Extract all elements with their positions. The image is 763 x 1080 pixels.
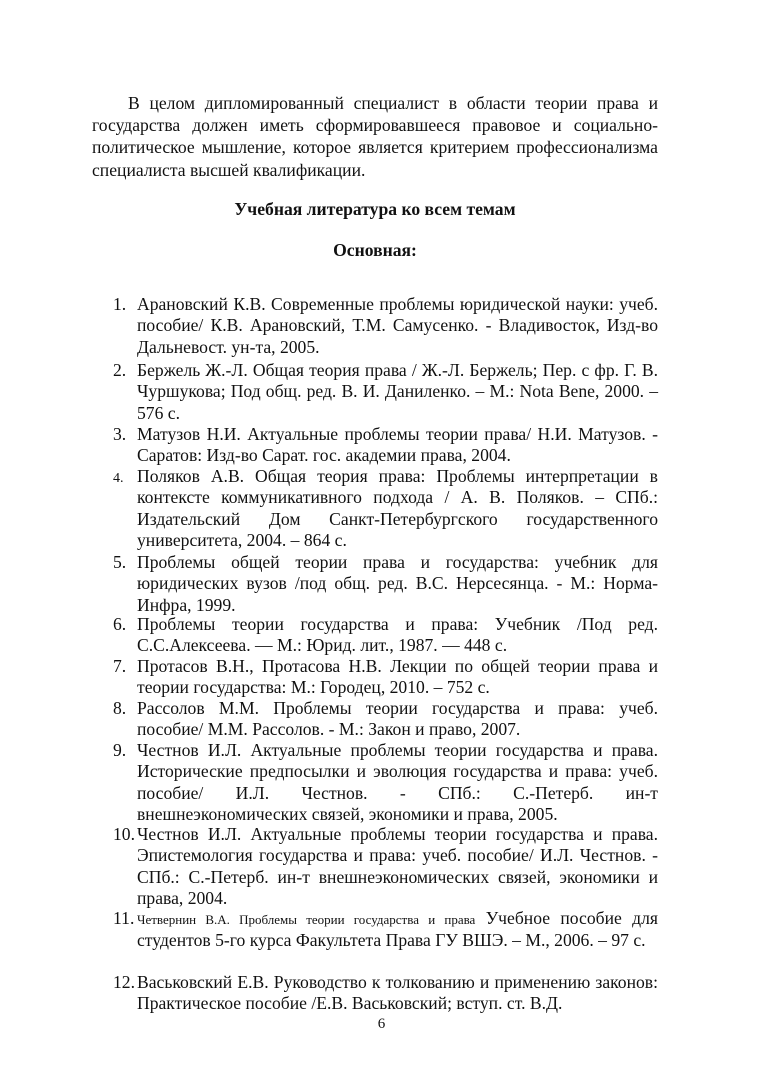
reference-number: 10.: [113, 824, 135, 844]
reference-text: Поляков А.В. Общая теория права: Проблемы интерпретации в контексте коммуникативного подхода / А. В. Поляков. – СПб.: Издательский Дом Санкт-Петербургского государственного университета, 2004. – 864 с.: [137, 466, 658, 551]
reference-number: 7.: [113, 656, 127, 676]
reference-number: 3.: [113, 424, 127, 444]
reference-number: 5.: [113, 552, 127, 572]
reference-text: Проблемы общей теории права и государства: учебник для юридических вузов /под общ. ред. В.С. Нерсесянца. - М.: Норма-Инфра, 1999.: [137, 552, 658, 615]
subsection-heading: Основная:: [333, 240, 417, 260]
reference-item: [113, 972, 658, 1015]
reference-item: [113, 424, 658, 467]
reference-item: [113, 294, 658, 358]
reference-author-lead: Четвернин В.А. Проблемы теории государства и права: [137, 912, 476, 927]
reference-item: [113, 908, 658, 952]
reference-number: 4.: [113, 471, 124, 486]
reference-item: [113, 740, 658, 826]
reference-text: Проблемы теории государства и права: Учебник /Под ред. С.С.Алексеева. — М.: Юрид. лит., 1987. — 448 с.: [137, 614, 658, 656]
page-number: 6: [377, 1016, 386, 1032]
reference-item: [113, 698, 658, 741]
section-heading: Учебная литература ко всем темам: [234, 199, 516, 219]
reference-item: [113, 614, 658, 657]
reference-text: Матузов Н.И. Актуальные проблемы теории права/ Н.И. Матузов. - Саратов: Изд-во Сарат. гос. академии права, 2004.: [137, 424, 658, 466]
reference-number: 12.: [113, 972, 135, 992]
reference-number: 9.: [113, 740, 127, 760]
intro-text: В целом дипломированный специалист в области теории права и государства должен иметь сформировавшееся правовое и социально-политическое мышление, которое является критерием профессионализма специалиста высшей квалификации.: [92, 93, 658, 180]
reference-item: [113, 552, 658, 616]
reference-number: 11.: [113, 908, 135, 928]
reference-text-rest: Учебное пособие для студентов 5-го курса Факультета Права ГУ ВШЭ. – М., 2006. – 97 с.: [137, 908, 658, 951]
reference-text: Протасов В.Н., Протасова Н.В. Лекции по общей теории права и теории государства: М.: Городец, 2010. – 752 с.: [137, 656, 658, 698]
reference-item: [113, 824, 658, 910]
reference-number: 2.: [113, 360, 127, 380]
reference-number: 6.: [113, 614, 127, 634]
reference-text: Честнов И.Л. Актуальные проблемы теории государства и права. Исторические предпосылки и эволюция государства и права: учеб. пособие/ И.Л. Честнов. - СПб.: С.-Петерб. ин-т внешнеэкономических связей, экономики и права, 2005.: [137, 740, 658, 825]
reference-text: [137, 908, 658, 952]
reference-number: 8.: [113, 698, 127, 718]
reference-text: Рассолов М.М. Проблемы теории государства и права: учеб. пособие/ М.М. Рассолов. - М.: Закон и право, 2007.: [137, 698, 658, 740]
reference-number: 1.: [113, 294, 127, 314]
reference-item: [113, 360, 658, 424]
reference-item: [113, 656, 658, 699]
reference-text: Васьковский Е.В. Руководство к толкованию и применению законов: Практическое пособие /Е.В. Васьковский; вступ. ст. В.Д.: [137, 972, 658, 1014]
reference-text: Бержель Ж.-Л. Общая теория права / Ж.-Л. Бержель; Пер. с фр. Г. В. Чуршукова; Под общ. ред. В. И. Даниленко. – М.: Nota Bene, 2000. – 576 с.: [137, 360, 658, 423]
reference-item: [113, 466, 658, 552]
intro-paragraph: [92, 92, 658, 181]
reference-text: Честнов И.Л. Актуальные проблемы теории государства и права. Эпистемология государства и права: учеб. пособие/ И.Л. Честнов. - СПб.: С.-Петерб. ин-т внешнеэкономических связей, экономики и права, 2004.: [137, 824, 658, 909]
reference-text: Арановский К.В. Современные проблемы юридической науки: учеб. пособие/ К.В. Арановский, Т.М. Самусенко. - Владивосток, Изд-во Дальневост. ун-та, 2005.: [137, 294, 658, 357]
